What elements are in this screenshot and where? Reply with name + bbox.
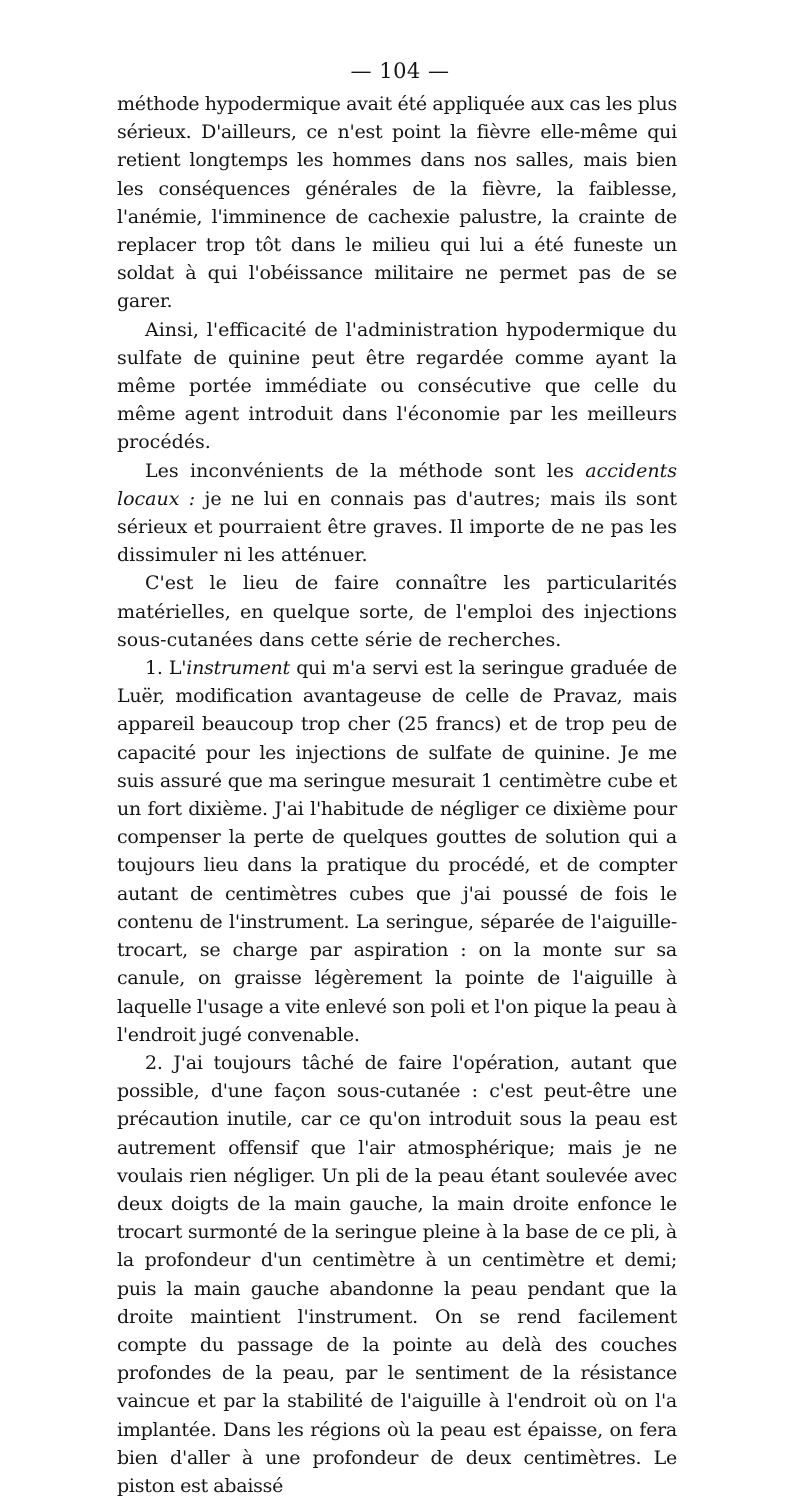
paragraph-instrument-text-end: qui m'a servi est la seringue graduée de Luër, modification avantageuse de celle de Pravaz, mais appareil beaucoup trop cher (25 francs) et de trop peu de capacité pour les injections de sulfate de quinine. Je me suis assuré que ma seringue mesurait 1 centimètre cube et un fort dixième. J'ai l'habitude de négliger ce dixième pour compenser la perte de quelques gouttes de solution qui a toujours lieu dans la pratique du procédé, et de compter autant de centimètres cubes que j'ai poussé de fois le contenu de l'instrument. La seringue, séparée de l'aiguille-trocart, se charge par aspiration : on la monte sur sa canule, on graisse légèrement la pointe de l'aiguille à laquelle l'usage a vite enlevé son poli et l'on pique la peau à l'endroit jugé convenable. (117, 657, 677, 1046)
paragraph-inconvenients (117, 457, 677, 570)
paragraph-instrument (117, 654, 677, 1049)
page-body (117, 90, 677, 1500)
paragraph-inconvenients-text-end: je ne lui en connais pas d'autres; mais ils sont sérieux et pourraient être graves. Il importe de ne pas les dissimuler ni les atténuer. (117, 487, 677, 567)
paragraph-inconvenients-italic: accidents locaux : (117, 459, 677, 510)
paragraph-operation: 2. J'ai toujours tâché de faire l'opération, autant que possible, d'une façon sous-cutanée : c'est peut-être une précaution inutile, car ce qu'on introduit sous la peau est autrement offensif que l'air atmosphérique; mais je ne voulais rien négliger. Un pli de la peau étant soulevée avec deux doigts de la main gauche, la main droite enfonce le trocart surmonté de la seringue pleine à la base de ce pli, à la profondeur d'un centimètre à un centimètre et demi; puis la main gauche abandonne la peau pendant que la droite maintient l'instrument. On se rend facilement compte du passage de la pointe au delà des couches profondes de la peau, par le sentiment de la résistance vaincue et par la stabilité de l'aiguille à l'endroit où on l'a implantée. Dans les régions où la peau est épaisse, on fera bien d'aller à une profondeur de deux centimètres. Le piston est abaissé (117, 1051, 677, 1497)
page-number: — 104 — (350, 59, 450, 83)
paragraph-instrument-italic: instrument (186, 657, 290, 680)
paragraph-inconvenients-text-start: Les inconvénients de la méthode sont les (145, 459, 586, 482)
paragraph-efficacite: Ainsi, l'efficacité de l'administration hypodermique du sulfate de quinine peut être regardée comme ayant la même portée immédiate ou consécutive que celle du même agent introduit dans l'économie par les meilleurs procédés. (117, 318, 677, 454)
paragraph-continuation: méthode hypodermique avait été appliquée aux cas les plus sérieux. D'ailleurs, ce n'est point la fièvre elle-même qui retient longtemps les hommes dans nos salles, mais bien les conséquences générales de la fièvre, la faiblesse, l'anémie, l'imminence de cachexie palustre, la crainte de replacer trop tôt dans le milieu qui lui a été funeste un soldat à qui l'obéissance militaire ne permet pas de se garer. (117, 93, 677, 313)
paragraph-particularites: C'est le lieu de faire connaître les particularités matérielles, en quelque sorte, de l'emploi des injections sous-cutanées dans cette série de recherches. (117, 572, 677, 651)
paragraph-instrument-text-start: 1. L' (145, 657, 187, 680)
